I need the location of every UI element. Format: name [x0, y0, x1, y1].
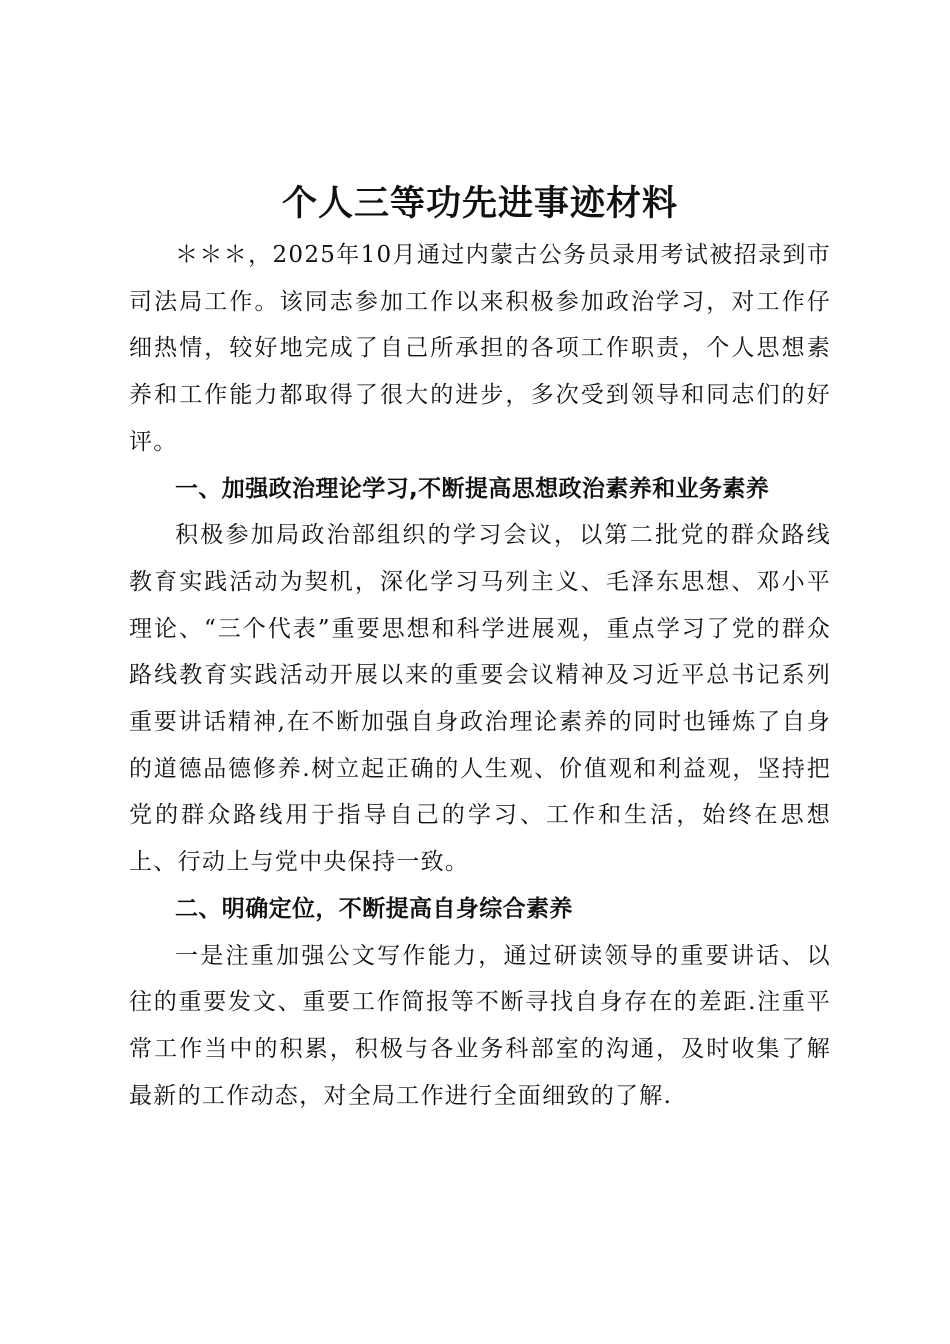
section-1-paragraph: 积极参加局政治部组织的学习会议，以第二批党的群众路线教育实践活动为契机，深化学习马列主义、毛泽东思想、邓小平理论、“三个代表”重要思想和科学进展观，重点学习了党的群众路线教育实践活动开展以来的重要会议精神及习近平总书记系列重要讲话精神,在不断加强自身政治理论素养的同时也锤炼了自身的道德品德修养.树立起正确的人生观、价值观和利益观，坚持把党的群众路线用于指导自己的学习、工作和生活，始终在思想上、行动上与党中央保持一致。 [129, 522, 831, 876]
section-2-heading: 二、明确定位，不断提高自身综合素养 [175, 895, 573, 922]
document-body [129, 176, 831, 1119]
intro-paragraph: ＊＊＊，2025年10月通过内蒙古公务员录用考试被招录到市司法局工作。该同志参加工作以来积极参加政治学习，对工作仔细热情，较好地完成了自己所承担的各项工作职责，个人思想素养和工作能力都取得了很大的进步，多次受到领导和同志们的好评。 [129, 242, 831, 455]
section-2-paragraph: 一是注重加强公文写作能力，通过研读领导的重要讲话、以往的重要发文、重要工作简报等不断寻找自身存在的差距.注重平常工作当中的积累，积极与各业务科部室的沟通，及时收集了解最新的工作动态，对全局工作进行全面细致的了解. [129, 942, 831, 1109]
document-title: 个人三等功先进事迹材料 [281, 183, 678, 224]
section-1-heading: 一、加强政治理论学习,不断提高思想政治素养和业务素养 [175, 475, 770, 502]
